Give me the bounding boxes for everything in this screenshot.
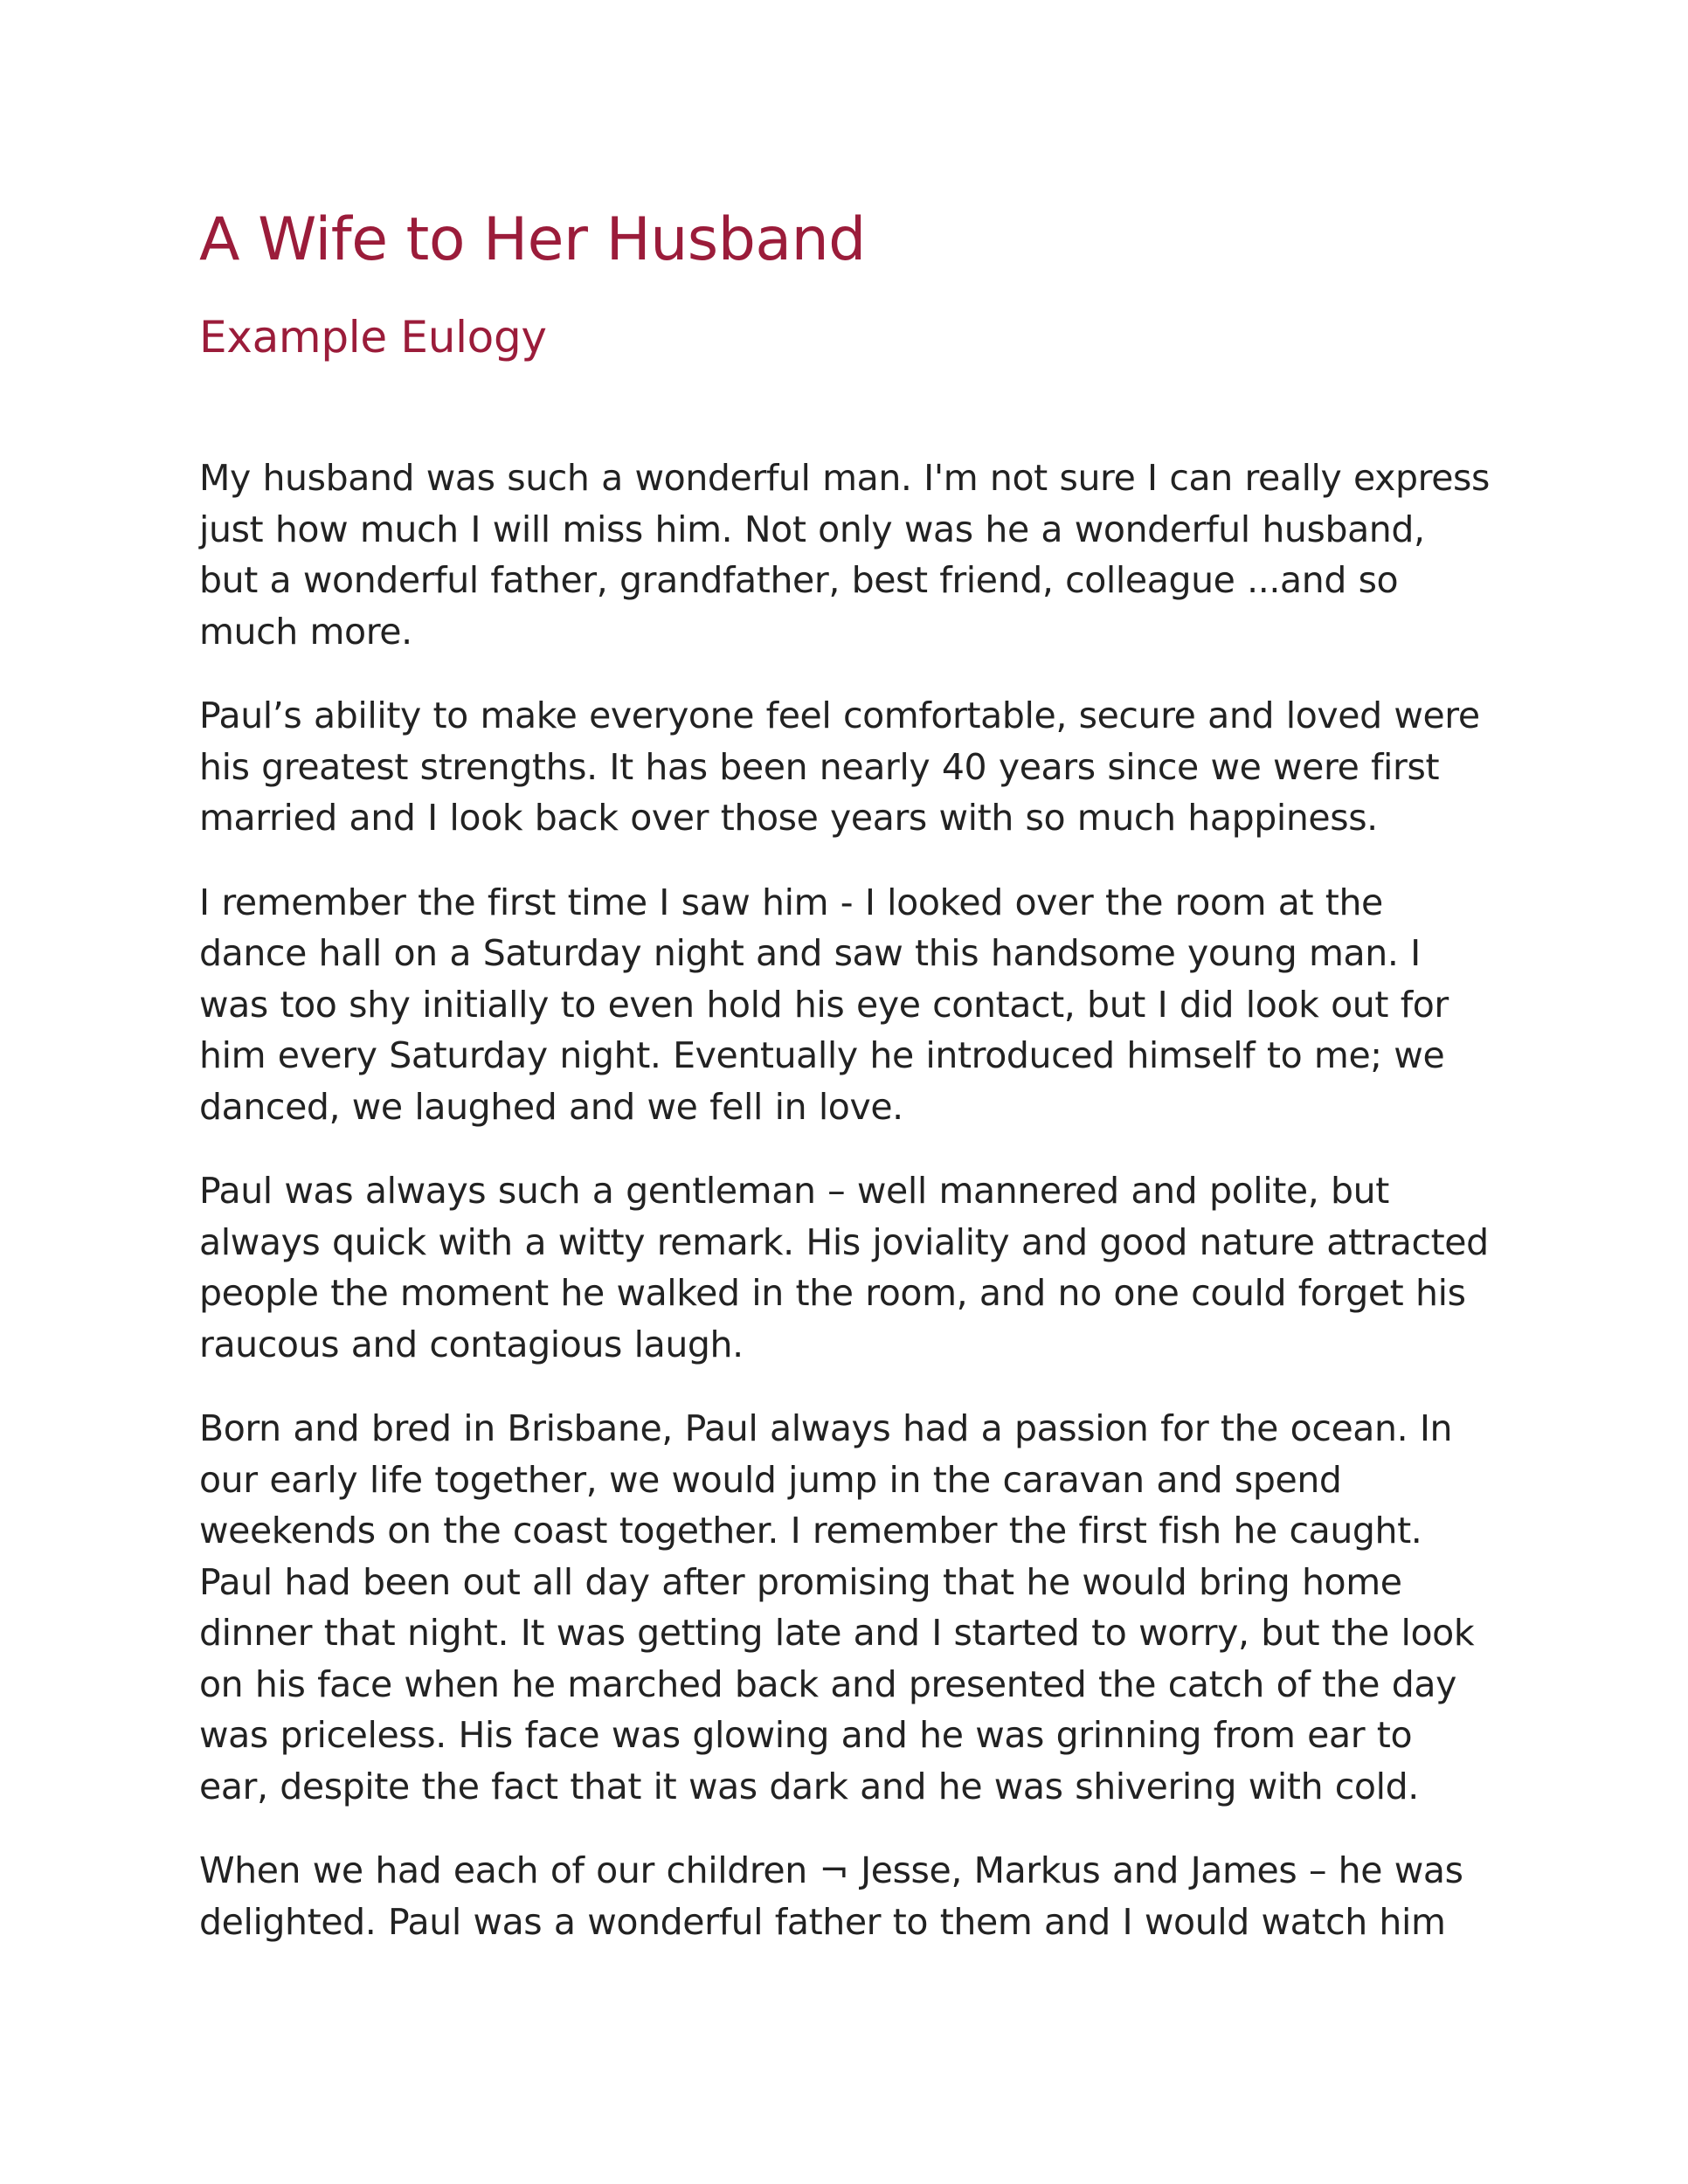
- paragraph: Paul’s ability to make everyone feel comfortable, secure and loved were his greatest strengths. It has been nearly 40 years since we were first married and I look back over those years with so much happiness.: [199, 695, 1480, 839]
- paragraph: Paul was always such a gentleman – well mannered and polite, but always quick with a witty remark. His joviality and good nature attracted people the moment he walked in the room, and no one could forget his raucous and contagious laugh.: [199, 1170, 1489, 1365]
- document-body: [199, 453, 1492, 1947]
- document-subtitle: Example Eulogy: [199, 312, 547, 363]
- paragraph: I remember the first time I saw him - I looked over the room at the dance hall on a Saturday night and saw this handsome young man. I was too shy initially to even hold his eye contact, but I did look out for him every Saturday night. Eventually he introduced himself to me; we danced, we laughed and we fell in love.: [199, 881, 1449, 1128]
- document-content: [199, 203, 1492, 1980]
- paragraph: Born and bred in Brisbane, Paul always had a passion for the ocean. In our early life together, we would jump in the caravan and spend weekends on the coast together. I remember the first fish he caught. Paul had been out all day after promising that he would bring home dinner that night. It was getting late and I started to worry, but the look on his face when he marched back and presented the catch of the day was priceless. His face was glowing and he was grinning from ear to ear, despite the fact that it was dark and he was shivering with cold.: [199, 1407, 1475, 1807]
- paragraph: When we had each of our children ¬ Jesse, Markus and James – he was delighted. Paul was a wonderful father to them and I would watch him: [199, 1849, 1463, 1943]
- document-title: A Wife to Her Husband: [199, 205, 866, 274]
- paragraph: My husband was such a wonderful man. I'm not sure I can really express just how much I will miss him. Not only was he a wonderful husband, but a wonderful father, grandfather, best friend, colleague ...and so much more.: [199, 457, 1490, 653]
